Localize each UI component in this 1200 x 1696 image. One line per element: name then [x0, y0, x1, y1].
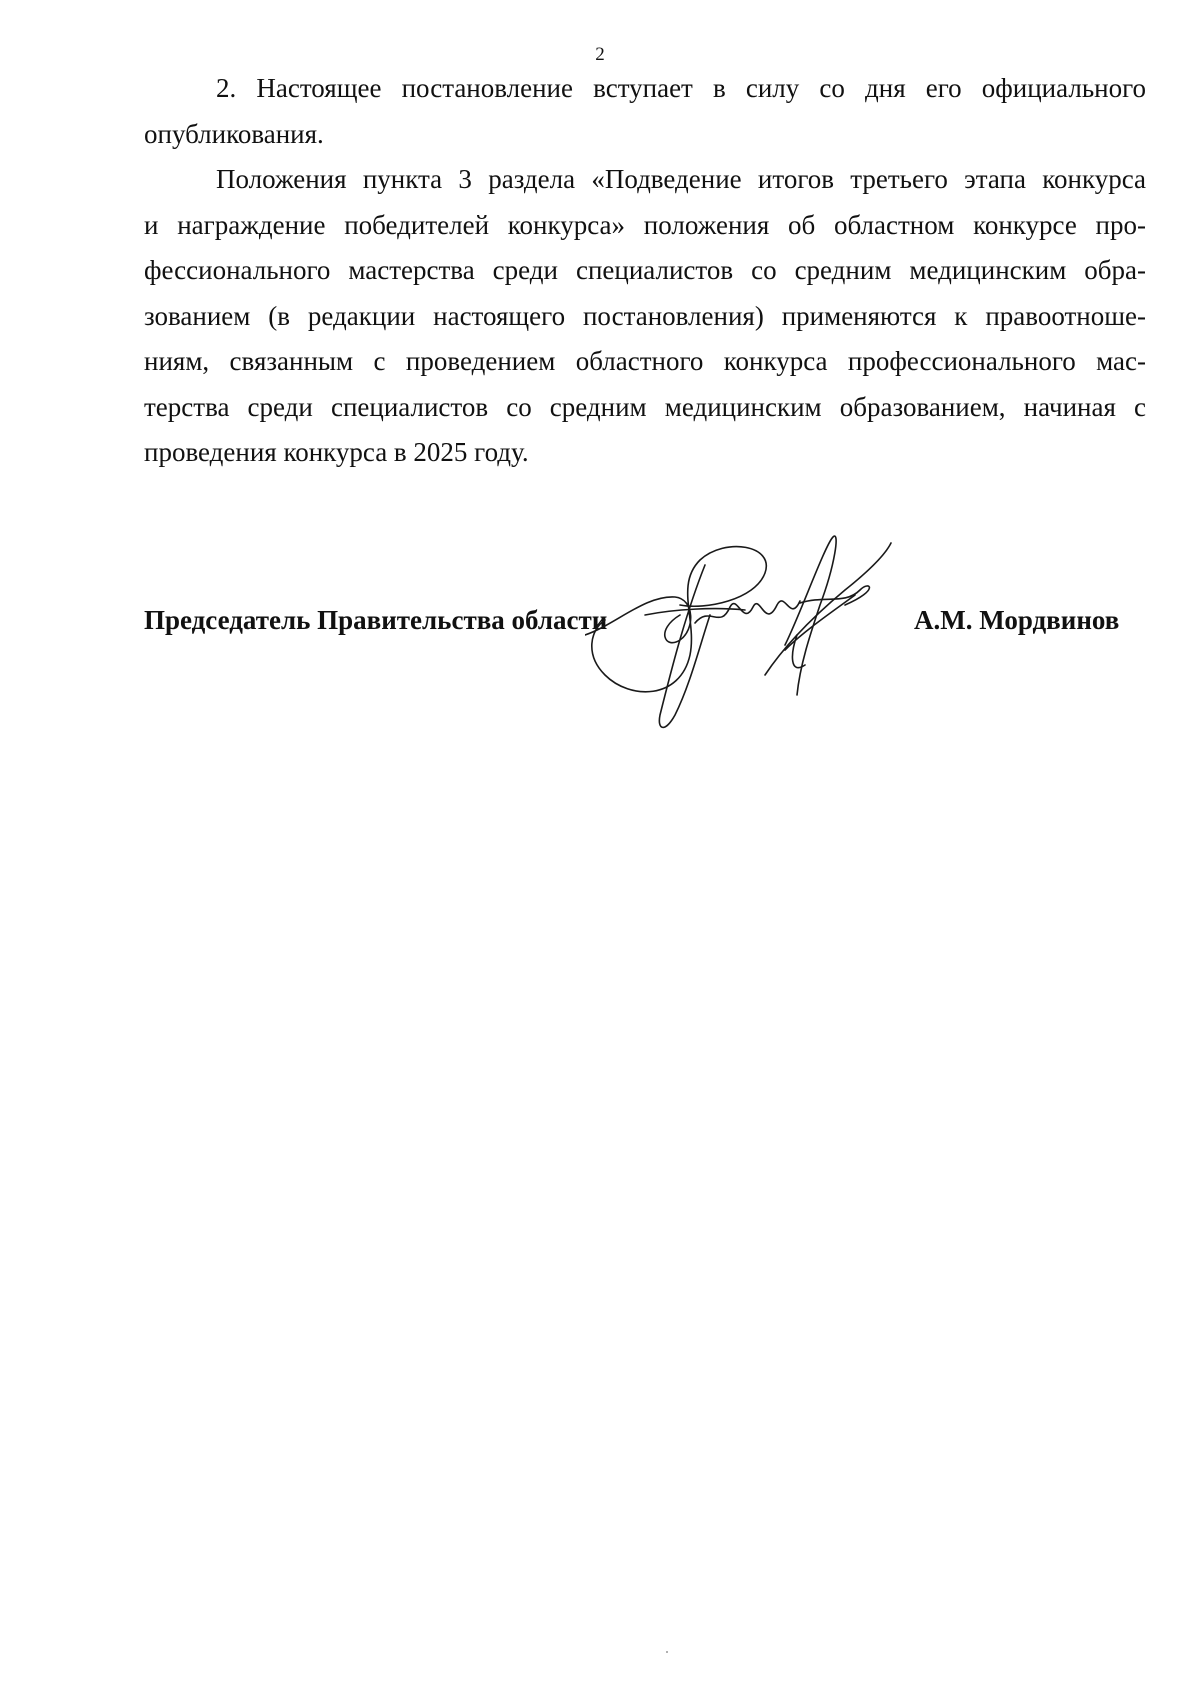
signature-loop-right: [785, 536, 836, 695]
paragraph-2-line-7: проведения конкурса в 2025 году.: [144, 437, 529, 467]
paragraph-1-line-2: опубликования.: [144, 118, 324, 149]
signature-tail: [800, 586, 869, 605]
signatory-name: А.М. Мордвинов: [914, 605, 1120, 635]
scan-artifact: [666, 1651, 668, 1653]
signature-stem: [659, 565, 710, 727]
signatory-title: Председатель Правительства области: [144, 605, 608, 635]
page-number: 2: [595, 44, 605, 65]
paragraph-2-line-2: и награждение победителей конкурса» положения об областном конкурсе про-: [144, 209, 1146, 240]
signature-diagonal: [765, 543, 891, 675]
paragraph-2-line-6: терства среди специалистов со средним медицинским образованием, начиная с: [144, 391, 1146, 422]
paragraph-2-line-4: зованием (в редакции настоящего постановления) применяются к правоотноше-: [144, 300, 1146, 331]
paragraph-1-line-1: 2. Настоящее постановление вступает в силу со дня его официального: [216, 73, 1146, 103]
paragraph-2-line-3: фессионального мастерства среди специалистов со средним медицинским обра-: [144, 255, 1146, 285]
document-body: [144, 66, 1146, 476]
paragraph-2-line-5: ниям, связанным с проведением областного конкурса профессионального мас-: [144, 346, 1146, 376]
paragraph-2-line-1: Положения пункта 3 раздела «Подведение итогов третьего этапа конкурса: [216, 164, 1146, 194]
handwritten-signature: [585, 535, 935, 745]
signature-baseline: [645, 609, 745, 615]
signature-flourish-left: [585, 597, 691, 643]
